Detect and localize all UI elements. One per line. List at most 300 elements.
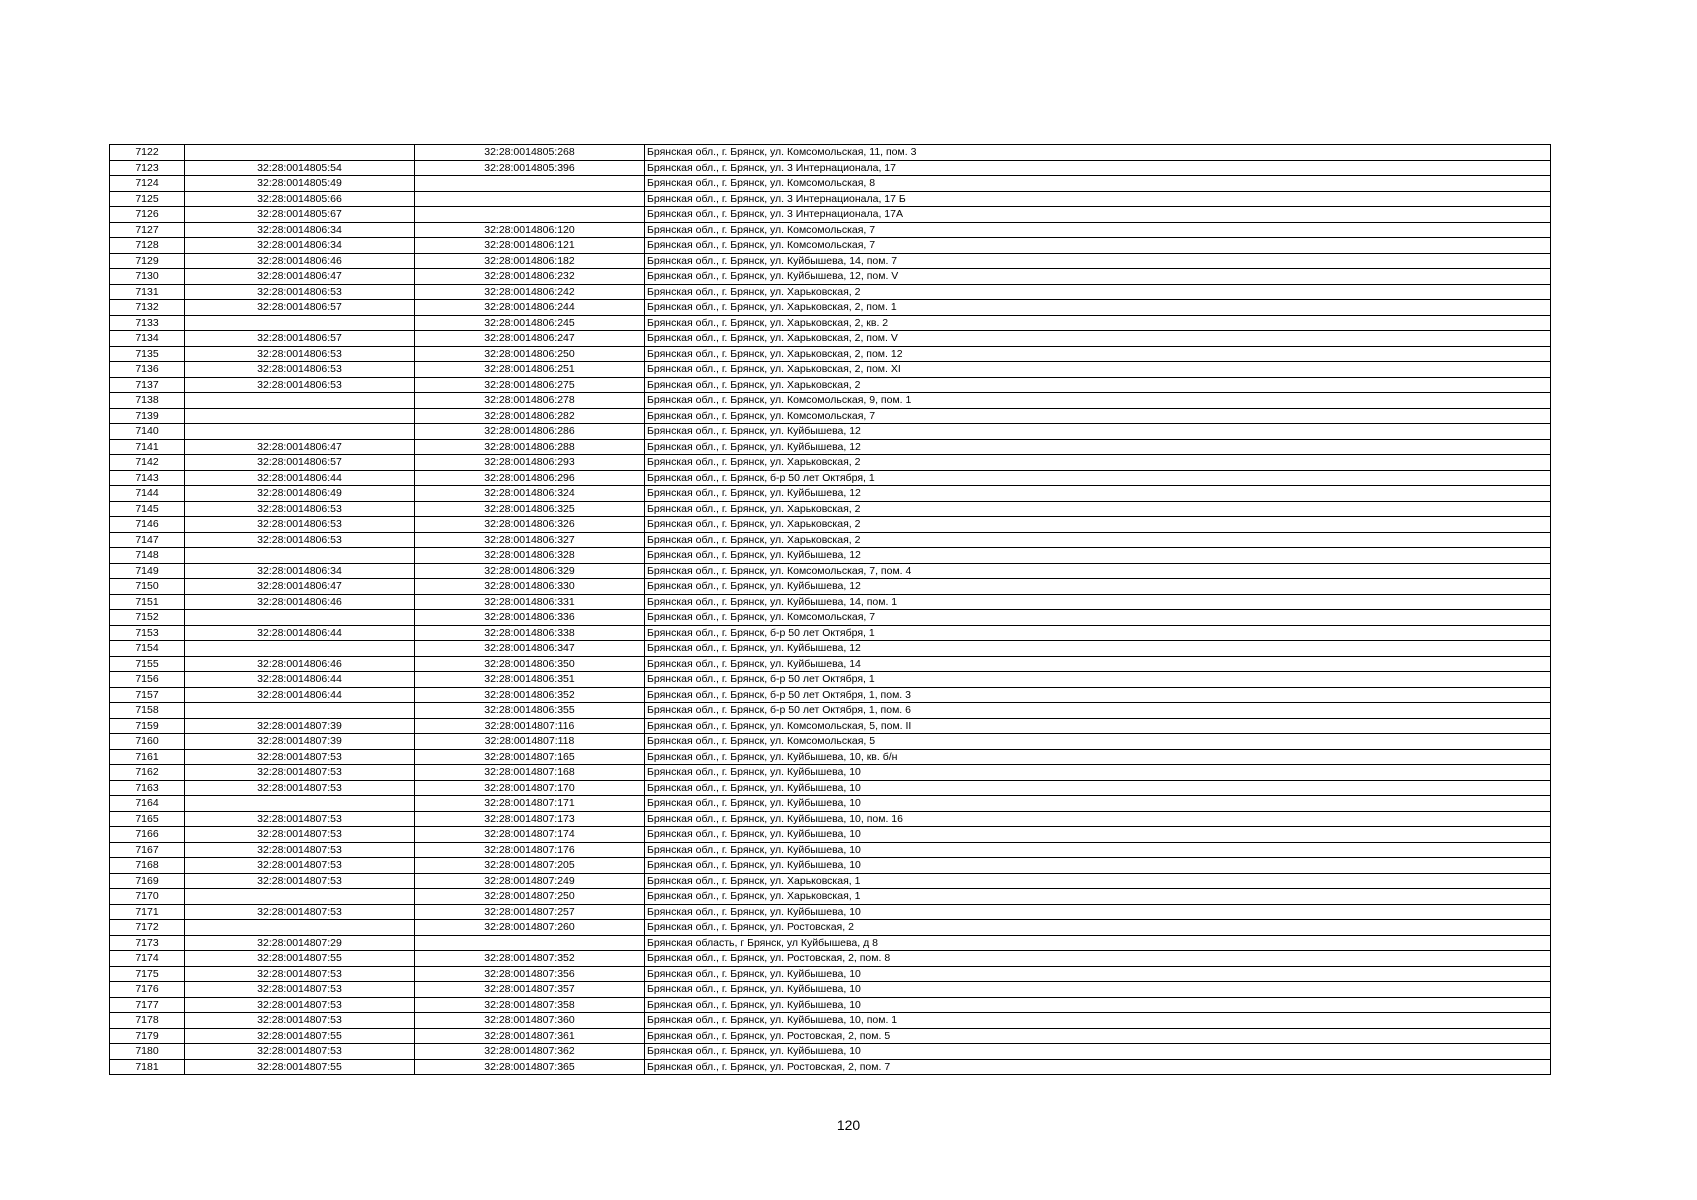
row-number-cell: 7158 [110, 703, 185, 719]
object-number-cell: 32:28:0014807:358 [415, 997, 645, 1013]
parcel-number-cell: 32:28:0014807:53 [185, 749, 415, 765]
row-number-cell: 7144 [110, 486, 185, 502]
address-cell: Брянская обл., г. Брянск, ул. Ростовская, 2 [645, 920, 1551, 936]
address-cell: Брянская обл., г. Брянск, ул. Харьковская, 2, пом. XI [645, 362, 1551, 378]
row-number-cell: 7163 [110, 780, 185, 796]
row-number-cell: 7151 [110, 594, 185, 610]
row-number-cell: 7172 [110, 920, 185, 936]
table-row [110, 439, 1551, 455]
row-number-cell: 7181 [110, 1059, 185, 1075]
row-number-cell: 7168 [110, 858, 185, 874]
parcel-number-cell [185, 889, 415, 905]
row-number-cell: 7152 [110, 610, 185, 626]
table-row [110, 191, 1551, 207]
object-number-cell [415, 176, 645, 192]
table-row [110, 935, 1551, 951]
row-number-cell: 7136 [110, 362, 185, 378]
registry-table [109, 144, 1551, 1075]
row-number-cell: 7141 [110, 439, 185, 455]
table-row [110, 393, 1551, 409]
parcel-number-cell: 32:28:0014807:39 [185, 734, 415, 750]
table-row [110, 718, 1551, 734]
address-cell: Брянская обл., г. Брянск, ул. Куйбышева, 12 [645, 486, 1551, 502]
parcel-number-cell: 32:28:0014806:57 [185, 455, 415, 471]
row-number-cell: 7142 [110, 455, 185, 471]
table-row [110, 269, 1551, 285]
address-cell: Брянская обл., г. Брянск, ул. Куйбышева, 12 [645, 548, 1551, 564]
row-number-cell: 7171 [110, 904, 185, 920]
row-number-cell: 7180 [110, 1044, 185, 1060]
object-number-cell: 32:28:0014806:325 [415, 501, 645, 517]
table-row [110, 687, 1551, 703]
object-number-cell: 32:28:0014807:170 [415, 780, 645, 796]
row-number-cell: 7169 [110, 873, 185, 889]
object-number-cell: 32:28:0014807:357 [415, 982, 645, 998]
row-number-cell: 7137 [110, 377, 185, 393]
object-number-cell: 32:28:0014806:327 [415, 532, 645, 548]
address-cell: Брянская обл., г. Брянск, ул. Куйбышева, 10, пом. 1 [645, 1013, 1551, 1029]
table-row [110, 408, 1551, 424]
address-cell: Брянская обл., г. Брянск, ул. Харьковская, 1 [645, 889, 1551, 905]
address-cell: Брянская обл., г. Брянск, ул. Комсомольская, 7 [645, 408, 1551, 424]
row-number-cell: 7134 [110, 331, 185, 347]
object-number-cell: 32:28:0014807:116 [415, 718, 645, 734]
row-number-cell: 7147 [110, 532, 185, 548]
object-number-cell: 32:28:0014806:242 [415, 284, 645, 300]
parcel-number-cell [185, 641, 415, 657]
address-cell: Брянская обл., г. Брянск, ул. Куйбышева, 14, пом. 7 [645, 253, 1551, 269]
table-row [110, 362, 1551, 378]
address-cell: Брянская обл., г. Брянск, б-р 50 лет Октября, 1, пом. 3 [645, 687, 1551, 703]
address-cell: Брянская обл., г. Брянск, б-р 50 лет Октября, 1 [645, 672, 1551, 688]
address-cell: Брянская обл., г. Брянск, ул. Куйбышева, 14, пом. 1 [645, 594, 1551, 610]
object-number-cell: 32:28:0014806:351 [415, 672, 645, 688]
parcel-number-cell: 32:28:0014805:54 [185, 160, 415, 176]
parcel-number-cell: 32:28:0014807:53 [185, 811, 415, 827]
row-number-cell: 7138 [110, 393, 185, 409]
table-row [110, 579, 1551, 595]
row-number-cell: 7131 [110, 284, 185, 300]
address-cell: Брянская обл., г. Брянск, ул. Харьковская, 2, пом. 1 [645, 300, 1551, 316]
row-number-cell: 7124 [110, 176, 185, 192]
parcel-number-cell: 32:28:0014806:53 [185, 362, 415, 378]
object-number-cell: 32:28:0014806:326 [415, 517, 645, 533]
address-cell: Брянская обл., г. Брянск, ул. Комсомольская, 9, пом. 1 [645, 393, 1551, 409]
address-cell: Брянская обл., г. Брянск, ул. Ростовская, 2, пом. 5 [645, 1028, 1551, 1044]
parcel-number-cell: 32:28:0014807:53 [185, 982, 415, 998]
address-cell: Брянская обл., г. Брянск, ул. Куйбышева, 12 [645, 439, 1551, 455]
address-cell: Брянская обл., г. Брянск, ул. Куйбышева, 10 [645, 765, 1551, 781]
parcel-number-cell: 32:28:0014807:53 [185, 997, 415, 1013]
address-cell: Брянская обл., г. Брянск, ул. Харьковская, 2 [645, 455, 1551, 471]
address-cell: Брянская обл., г. Брянск, ул. Куйбышева, 10 [645, 904, 1551, 920]
address-cell: Брянская обл., г. Брянск, ул. Куйбышева, 10 [645, 827, 1551, 843]
object-number-cell [415, 207, 645, 223]
object-number-cell: 32:28:0014806:182 [415, 253, 645, 269]
address-cell: Брянская обл., г. Брянск, ул. Куйбышева, 10 [645, 997, 1551, 1013]
row-number-cell: 7126 [110, 207, 185, 223]
table-row [110, 222, 1551, 238]
parcel-number-cell: 32:28:0014807:53 [185, 966, 415, 982]
object-number-cell: 32:28:0014807:361 [415, 1028, 645, 1044]
row-number-cell: 7156 [110, 672, 185, 688]
address-cell: Брянская обл., г. Брянск, б-р 50 лет Октября, 1 [645, 470, 1551, 486]
parcel-number-cell: 32:28:0014806:34 [185, 222, 415, 238]
object-number-cell: 32:28:0014807:118 [415, 734, 645, 750]
row-number-cell: 7155 [110, 656, 185, 672]
object-number-cell: 32:28:0014807:360 [415, 1013, 645, 1029]
row-number-cell: 7135 [110, 346, 185, 362]
row-number-cell: 7122 [110, 145, 185, 161]
parcel-number-cell: 32:28:0014807:53 [185, 858, 415, 874]
row-number-cell: 7175 [110, 966, 185, 982]
address-cell: Брянская обл., г. Брянск, ул. Куйбышева, 10 [645, 858, 1551, 874]
parcel-number-cell: 32:28:0014807:55 [185, 1059, 415, 1075]
table-row [110, 749, 1551, 765]
row-number-cell: 7153 [110, 625, 185, 641]
object-number-cell: 32:28:0014806:293 [415, 455, 645, 471]
row-number-cell: 7154 [110, 641, 185, 657]
object-number-cell: 32:28:0014806:350 [415, 656, 645, 672]
table-row [110, 641, 1551, 657]
object-number-cell: 32:28:0014806:338 [415, 625, 645, 641]
parcel-number-cell [185, 703, 415, 719]
object-number-cell [415, 191, 645, 207]
object-number-cell: 32:28:0014807:260 [415, 920, 645, 936]
parcel-number-cell: 32:28:0014806:34 [185, 238, 415, 254]
row-number-cell: 7146 [110, 517, 185, 533]
parcel-number-cell [185, 408, 415, 424]
object-number-cell: 32:28:0014806:329 [415, 563, 645, 579]
object-number-cell: 32:28:0014807:250 [415, 889, 645, 905]
parcel-number-cell: 32:28:0014806:57 [185, 331, 415, 347]
registry-table-body [110, 145, 1551, 1075]
table-row [110, 377, 1551, 393]
parcel-number-cell: 32:28:0014806:46 [185, 656, 415, 672]
row-number-cell: 7150 [110, 579, 185, 595]
parcel-number-cell: 32:28:0014806:57 [185, 300, 415, 316]
table-row [110, 610, 1551, 626]
address-cell: Брянская обл., г. Брянск, ул. Комсомольская, 5, пом. II [645, 718, 1551, 734]
row-number-cell: 7139 [110, 408, 185, 424]
table-row [110, 780, 1551, 796]
object-number-cell: 32:28:0014806:286 [415, 424, 645, 440]
page-number: 120 [836, 1117, 861, 1133]
object-number-cell: 32:28:0014806:355 [415, 703, 645, 719]
object-number-cell: 32:28:0014806:275 [415, 377, 645, 393]
parcel-number-cell: 32:28:0014806:47 [185, 579, 415, 595]
parcel-number-cell [185, 424, 415, 440]
row-number-cell: 7157 [110, 687, 185, 703]
table-row [110, 315, 1551, 331]
row-number-cell: 7167 [110, 842, 185, 858]
table-row [110, 253, 1551, 269]
object-number-cell: 32:28:0014806:251 [415, 362, 645, 378]
row-number-cell: 7149 [110, 563, 185, 579]
parcel-number-cell: 32:28:0014805:67 [185, 207, 415, 223]
object-number-cell: 32:28:0014806:352 [415, 687, 645, 703]
parcel-number-cell: 32:28:0014807:53 [185, 1044, 415, 1060]
parcel-number-cell: 32:28:0014807:55 [185, 951, 415, 967]
parcel-number-cell: 32:28:0014807:53 [185, 780, 415, 796]
parcel-number-cell: 32:28:0014806:49 [185, 486, 415, 502]
address-cell: Брянская обл., г. Брянск, ул. Куйбышева, 10, кв. б/н [645, 749, 1551, 765]
table-row [110, 160, 1551, 176]
table-row [110, 966, 1551, 982]
object-number-cell: 32:28:0014806:278 [415, 393, 645, 409]
row-number-cell: 7178 [110, 1013, 185, 1029]
row-number-cell: 7148 [110, 548, 185, 564]
table-row [110, 625, 1551, 641]
table-row [110, 145, 1551, 161]
address-cell: Брянская обл., г. Брянск, ул. Куйбышева, 10 [645, 966, 1551, 982]
address-cell: Брянская обл., г. Брянск, ул. Куйбышева, 14 [645, 656, 1551, 672]
address-cell: Брянская обл., г. Брянск, ул. Харьковская, 1 [645, 873, 1551, 889]
object-number-cell: 32:28:0014806:296 [415, 470, 645, 486]
parcel-number-cell: 32:28:0014807:39 [185, 718, 415, 734]
object-number-cell: 32:28:0014806:247 [415, 331, 645, 347]
address-cell: Брянская обл., г. Брянск, ул. 3 Интернационала, 17 [645, 160, 1551, 176]
table-row [110, 486, 1551, 502]
address-cell: Брянская обл., г. Брянск, ул. Харьковская, 2 [645, 532, 1551, 548]
address-cell: Брянская обл., г. Брянск, ул. Комсомольская, 11, пом. 3 [645, 145, 1551, 161]
parcel-number-cell: 32:28:0014806:53 [185, 517, 415, 533]
table-row [110, 1044, 1551, 1060]
parcel-number-cell: 32:28:0014806:46 [185, 253, 415, 269]
table-row [110, 858, 1551, 874]
object-number-cell: 32:28:0014807:205 [415, 858, 645, 874]
object-number-cell: 32:28:0014806:347 [415, 641, 645, 657]
row-number-cell: 7132 [110, 300, 185, 316]
object-number-cell: 32:28:0014807:173 [415, 811, 645, 827]
table-row [110, 656, 1551, 672]
parcel-number-cell: 32:28:0014807:29 [185, 935, 415, 951]
object-number-cell: 32:28:0014806:120 [415, 222, 645, 238]
address-cell: Брянская обл., г. Брянск, ул. Ростовская, 2, пом. 7 [645, 1059, 1551, 1075]
table-row [110, 951, 1551, 967]
table-row [110, 238, 1551, 254]
table-row [110, 873, 1551, 889]
object-number-cell: 32:28:0014807:249 [415, 873, 645, 889]
table-row [110, 300, 1551, 316]
row-number-cell: 7166 [110, 827, 185, 843]
address-cell: Брянская обл., г. Брянск, ул. Куйбышева, 10 [645, 842, 1551, 858]
address-cell: Брянская обл., г. Брянск, ул. Куйбышева, 10, пом. 16 [645, 811, 1551, 827]
table-row [110, 1013, 1551, 1029]
table-row [110, 827, 1551, 843]
address-cell: Брянская обл., г. Брянск, ул. Куйбышева, 12 [645, 641, 1551, 657]
row-number-cell: 7129 [110, 253, 185, 269]
parcel-number-cell: 32:28:0014807:53 [185, 827, 415, 843]
row-number-cell: 7165 [110, 811, 185, 827]
parcel-number-cell [185, 796, 415, 812]
address-cell: Брянская обл., г. Брянск, ул. Комсомольская, 7, пом. 4 [645, 563, 1551, 579]
row-number-cell: 7145 [110, 501, 185, 517]
table-row [110, 284, 1551, 300]
row-number-cell: 7179 [110, 1028, 185, 1044]
parcel-number-cell: 32:28:0014806:44 [185, 625, 415, 641]
object-number-cell: 32:28:0014806:288 [415, 439, 645, 455]
parcel-number-cell: 32:28:0014806:34 [185, 563, 415, 579]
parcel-number-cell: 32:28:0014806:53 [185, 532, 415, 548]
object-number-cell: 32:28:0014806:232 [415, 269, 645, 285]
address-cell: Брянская обл., г. Брянск, ул. Комсомольская, 7 [645, 222, 1551, 238]
object-number-cell: 32:28:0014806:282 [415, 408, 645, 424]
table-row [110, 765, 1551, 781]
row-number-cell: 7177 [110, 997, 185, 1013]
object-number-cell: 32:28:0014806:121 [415, 238, 645, 254]
object-number-cell: 32:28:0014806:330 [415, 579, 645, 595]
table-row [110, 594, 1551, 610]
parcel-number-cell: 32:28:0014806:47 [185, 439, 415, 455]
object-number-cell: 32:28:0014807:174 [415, 827, 645, 843]
address-cell: Брянская обл., г. Брянск, ул. Ростовская, 2, пом. 8 [645, 951, 1551, 967]
table-row [110, 904, 1551, 920]
table-row [110, 424, 1551, 440]
object-number-cell: 32:28:0014807:365 [415, 1059, 645, 1075]
object-number-cell: 32:28:0014805:396 [415, 160, 645, 176]
address-cell: Брянская обл., г. Брянск, ул. 3 Интернационала, 17 Б [645, 191, 1551, 207]
parcel-number-cell: 32:28:0014807:53 [185, 842, 415, 858]
address-cell: Брянская обл., г. Брянск, ул. Харьковская, 2 [645, 501, 1551, 517]
table-row [110, 532, 1551, 548]
registry-table-container [109, 144, 1550, 1075]
address-cell: Брянская обл., г. Брянск, б-р 50 лет Октября, 1 [645, 625, 1551, 641]
table-row [110, 920, 1551, 936]
table-row [110, 982, 1551, 998]
table-row [110, 1059, 1551, 1075]
object-number-cell: 32:28:0014807:362 [415, 1044, 645, 1060]
object-number-cell: 32:28:0014806:331 [415, 594, 645, 610]
table-row [110, 455, 1551, 471]
parcel-number-cell: 32:28:0014805:66 [185, 191, 415, 207]
object-number-cell: 32:28:0014806:324 [415, 486, 645, 502]
object-number-cell: 32:28:0014805:268 [415, 145, 645, 161]
address-cell: Брянская обл., г. Брянск, ул. Куйбышева, 10 [645, 796, 1551, 812]
address-cell: Брянская обл., г. Брянск, ул. Харьковская, 2, пом. 12 [645, 346, 1551, 362]
row-number-cell: 7160 [110, 734, 185, 750]
row-number-cell: 7174 [110, 951, 185, 967]
table-row [110, 548, 1551, 564]
parcel-number-cell: 32:28:0014805:49 [185, 176, 415, 192]
parcel-number-cell [185, 920, 415, 936]
parcel-number-cell [185, 548, 415, 564]
row-number-cell: 7164 [110, 796, 185, 812]
parcel-number-cell: 32:28:0014806:53 [185, 346, 415, 362]
table-row [110, 997, 1551, 1013]
parcel-number-cell: 32:28:0014807:53 [185, 765, 415, 781]
table-row [110, 176, 1551, 192]
row-number-cell: 7162 [110, 765, 185, 781]
address-cell: Брянская обл., г. Брянск, ул. Комсомольская, 7 [645, 610, 1551, 626]
parcel-number-cell: 32:28:0014806:44 [185, 470, 415, 486]
parcel-number-cell: 32:28:0014806:44 [185, 672, 415, 688]
address-cell: Брянская обл., г. Брянск, ул. Куйбышева, 10 [645, 982, 1551, 998]
object-number-cell: 32:28:0014807:257 [415, 904, 645, 920]
parcel-number-cell: 32:28:0014806:53 [185, 284, 415, 300]
address-cell: Брянская обл., г. Брянск, ул. Куйбышева, 10 [645, 780, 1551, 796]
row-number-cell: 7173 [110, 935, 185, 951]
address-cell: Брянская обл., г. Брянск, ул. Куйбышева, 10 [645, 1044, 1551, 1060]
row-number-cell: 7159 [110, 718, 185, 734]
row-number-cell: 7161 [110, 749, 185, 765]
object-number-cell: 32:28:0014807:171 [415, 796, 645, 812]
address-cell: Брянская обл., г. Брянск, ул. 3 Интернационала, 17А [645, 207, 1551, 223]
object-number-cell: 32:28:0014807:165 [415, 749, 645, 765]
row-number-cell: 7133 [110, 315, 185, 331]
address-cell: Брянская обл., г. Брянск, ул. Куйбышева, 12 [645, 579, 1551, 595]
row-number-cell: 7170 [110, 889, 185, 905]
address-cell: Брянская область, г Брянск, ул Куйбышева, д 8 [645, 935, 1551, 951]
object-number-cell: 32:28:0014807:356 [415, 966, 645, 982]
address-cell: Брянская обл., г. Брянск, ул. Харьковская, 2, кв. 2 [645, 315, 1551, 331]
parcel-number-cell: 32:28:0014807:55 [185, 1028, 415, 1044]
table-row [110, 796, 1551, 812]
parcel-number-cell [185, 393, 415, 409]
address-cell: Брянская обл., г. Брянск, ул. Харьковская, 2 [645, 517, 1551, 533]
table-row [110, 501, 1551, 517]
table-row [110, 346, 1551, 362]
address-cell: Брянская обл., г. Брянск, ул. Куйбышева, 12 [645, 424, 1551, 440]
address-cell: Брянская обл., г. Брянск, б-р 50 лет Октября, 1, пом. 6 [645, 703, 1551, 719]
address-cell: Брянская обл., г. Брянск, ул. Комсомольская, 8 [645, 176, 1551, 192]
row-number-cell: 7130 [110, 269, 185, 285]
parcel-number-cell: 32:28:0014807:53 [185, 904, 415, 920]
parcel-number-cell: 32:28:0014806:47 [185, 269, 415, 285]
table-row [110, 703, 1551, 719]
parcel-number-cell: 32:28:0014807:53 [185, 873, 415, 889]
address-cell: Брянская обл., г. Брянск, ул. Комсомольская, 5 [645, 734, 1551, 750]
object-number-cell: 32:28:0014806:250 [415, 346, 645, 362]
object-number-cell: 32:28:0014807:352 [415, 951, 645, 967]
object-number-cell: 32:28:0014806:328 [415, 548, 645, 564]
object-number-cell [415, 935, 645, 951]
object-number-cell: 32:28:0014807:168 [415, 765, 645, 781]
object-number-cell: 32:28:0014806:336 [415, 610, 645, 626]
address-cell: Брянская обл., г. Брянск, ул. Комсомольская, 7 [645, 238, 1551, 254]
row-number-cell: 7176 [110, 982, 185, 998]
table-row [110, 331, 1551, 347]
table-row [110, 207, 1551, 223]
table-row [110, 563, 1551, 579]
row-number-cell: 7143 [110, 470, 185, 486]
table-row [110, 734, 1551, 750]
row-number-cell: 7140 [110, 424, 185, 440]
row-number-cell: 7128 [110, 238, 185, 254]
parcel-number-cell: 32:28:0014806:53 [185, 501, 415, 517]
object-number-cell: 32:28:0014806:244 [415, 300, 645, 316]
table-row [110, 672, 1551, 688]
object-number-cell: 32:28:0014806:245 [415, 315, 645, 331]
parcel-number-cell: 32:28:0014806:44 [185, 687, 415, 703]
parcel-number-cell [185, 145, 415, 161]
address-cell: Брянская обл., г. Брянск, ул. Харьковская, 2 [645, 377, 1551, 393]
parcel-number-cell [185, 315, 415, 331]
address-cell: Брянская обл., г. Брянск, ул. Харьковская, 2 [645, 284, 1551, 300]
row-number-cell: 7125 [110, 191, 185, 207]
table-row [110, 811, 1551, 827]
table-row [110, 889, 1551, 905]
parcel-number-cell [185, 610, 415, 626]
table-row [110, 1028, 1551, 1044]
parcel-number-cell: 32:28:0014806:53 [185, 377, 415, 393]
table-row [110, 517, 1551, 533]
table-row [110, 470, 1551, 486]
object-number-cell: 32:28:0014807:176 [415, 842, 645, 858]
parcel-number-cell: 32:28:0014807:53 [185, 1013, 415, 1029]
address-cell: Брянская обл., г. Брянск, ул. Куйбышева, 12, пом. V [645, 269, 1551, 285]
row-number-cell: 7123 [110, 160, 185, 176]
